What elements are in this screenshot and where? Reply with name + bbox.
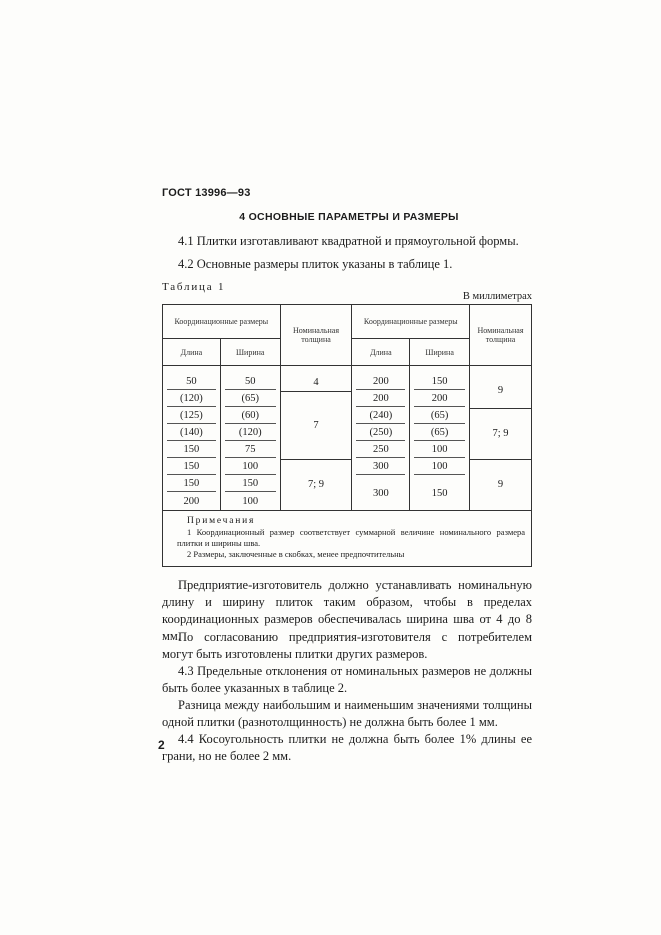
paragraph-agreement: По согласованию предприятия-изготовителя с потребителем могут быть изготовлены плитки других размеров. [162,630,532,661]
paragraph-4-1: 4.1 Плитки изготавливают квадратной и прямоугольной формы. [178,234,519,248]
table-cell: 200 [352,374,410,391]
table-cell: (140) [163,425,221,442]
table-cell: 300 [352,476,410,511]
table-cell: 100 [410,459,470,476]
table-cell: 9 [470,459,532,511]
table-cell: 7; 9 [280,459,352,511]
dimensions-table [162,304,532,567]
table-cell: 200 [163,493,221,511]
table-caption: Таблица 1 [162,281,226,293]
header-width-left: Ширина [220,339,280,366]
header-coord-right: Координационные размеры [352,305,470,339]
table-cell: (120) [220,425,280,442]
table-cell: 75 [220,442,280,459]
table-cell: 150 [220,476,280,493]
paragraph-4-3: 4.3 Предельные отклонения от номинальных размеров не должны быть более указанных в таблице 2. [162,664,532,695]
notes-title: Примечания [187,516,256,526]
table-cell: 100 [410,442,470,459]
table-cell: 150 [410,374,470,391]
table-cell: (120) [163,391,221,408]
table-cell: 50 [220,374,280,391]
document-code: ГОСТ 13996—93 [162,187,251,199]
note-2: 2 Размеры, заключенные в скобках, менее предпочтительны [187,549,405,559]
table-cell: (125) [163,408,221,425]
table-cell: 50 [163,374,221,391]
table-cell: 200 [410,391,470,408]
header-length-left: Длина [163,339,221,366]
table-cell: 9 [470,374,532,408]
table-cell: (65) [410,408,470,425]
paragraph-4-4: 4.4 Косоугольность плитки не должна быть более 1% длины ее грани, но не более 2 мм. [162,732,532,763]
table-cell: 7; 9 [470,408,532,459]
table-cell: (240) [352,408,410,425]
table-cell: 150 [163,442,221,459]
table-cell: 100 [220,493,280,511]
table-cell: 7 [280,391,352,459]
table-cell: 250 [352,442,410,459]
table-cell: 200 [352,391,410,408]
section-title: 4 ОСНОВНЫЕ ПАРАМЕТРЫ И РАЗМЕРЫ [239,211,459,223]
table-cell: (65) [220,391,280,408]
note-1: 1 Координационный размер соответствует суммарной величине номинального размера плитки и ширины шва. [177,527,525,548]
table-cell: (65) [410,425,470,442]
page-number: 2 [158,738,165,752]
table-cell: 150 [163,459,221,476]
paragraph-coord-sizes: Предприятие-изготовитель должно устанавливать номинальную длину и ширину плиток таким образом, чтобы в пределах координационных размеров обеспечивалась ширина шва от 4 до 8 мм. [162,578,532,643]
table-cell: 4 [280,374,352,391]
table-cell: 300 [352,459,410,476]
paragraph-4-2: 4.2 Основные размеры плиток указаны в таблице 1. [178,257,453,271]
header-width-right: Ширина [410,339,470,366]
paragraph-thickness-diff: Разница между наибольшим и наименьшим значениями толщины одной плитки (разнотолщинность) не должна быть более 1 мм. [162,698,532,729]
header-length-right: Длина [352,339,410,366]
header-coord-left: Координационные размеры [163,305,281,339]
table-cell: (60) [220,408,280,425]
table-cell: (250) [352,425,410,442]
table-cell: 100 [220,459,280,476]
table-cell: 150 [163,476,221,493]
table-notes [163,511,532,567]
table-units: В миллиметрах [462,291,532,302]
header-nominal-thickness-mid: Номинальная толщина [280,305,352,366]
header-nominal-thickness-right: Номинальная толщина [470,305,532,366]
table-cell: 150 [410,476,470,511]
